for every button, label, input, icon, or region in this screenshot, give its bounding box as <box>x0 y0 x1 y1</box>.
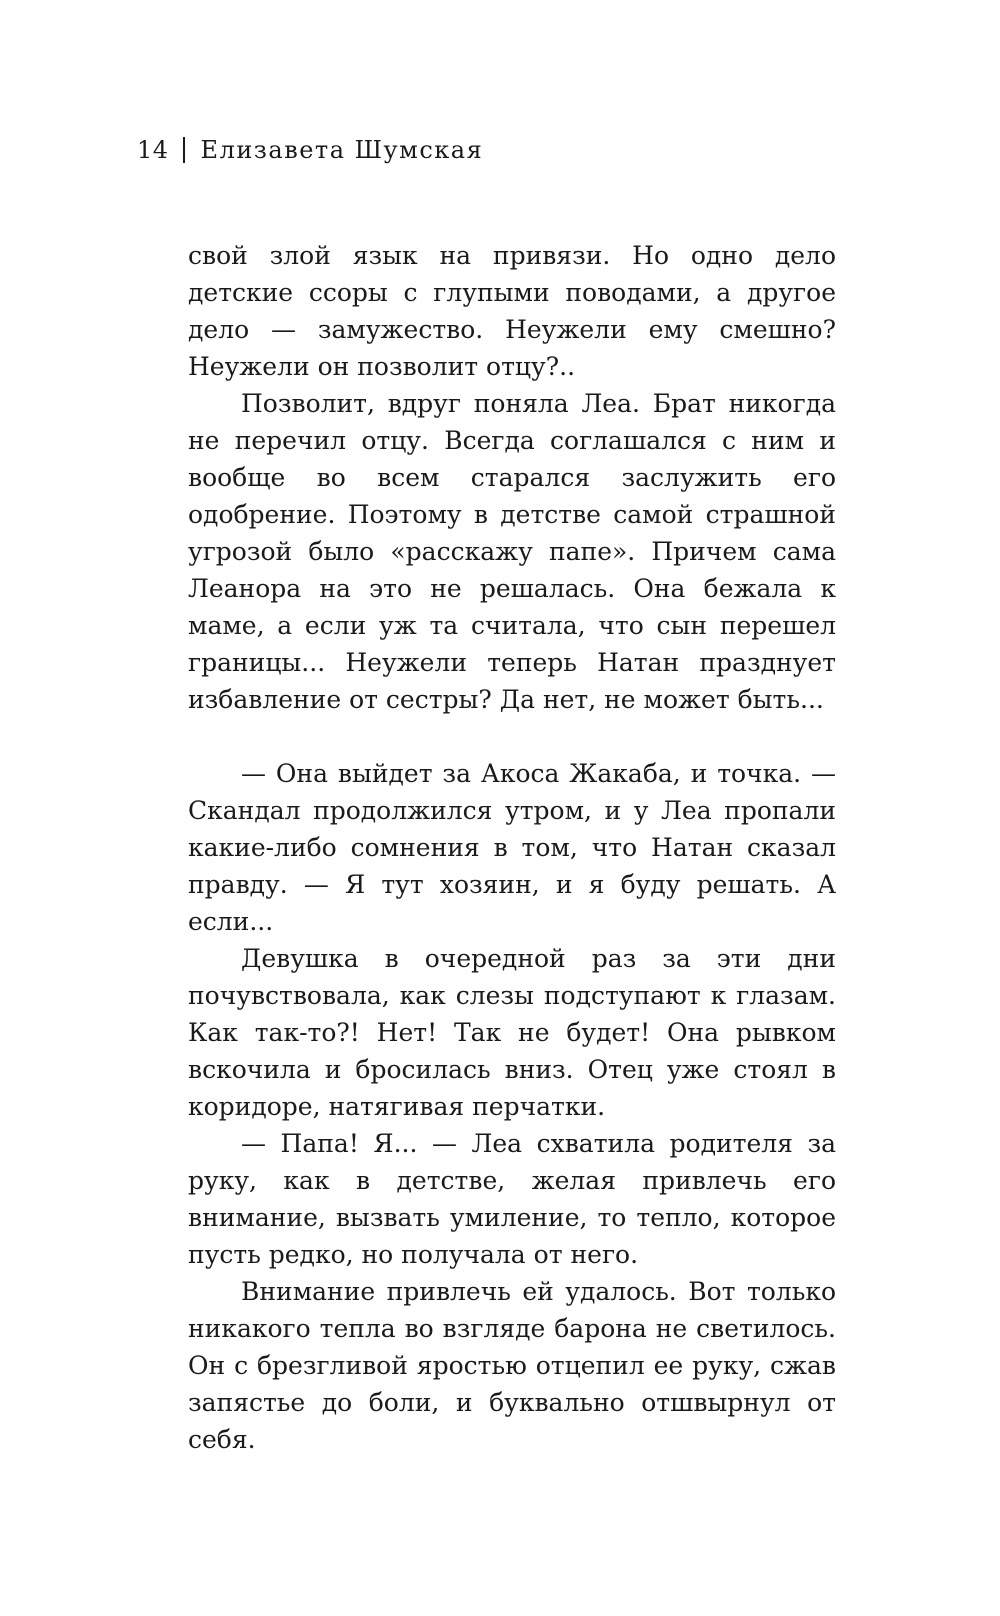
paragraph: Внимание привлечь ей удалось. Вот только никакого тепла во взгляде барона не светилось. Он с брезгливой яростью отцепил ее руку, сжав запястье до боли, и буквально отшвырнул от себя. <box>188 1277 836 1454</box>
header-divider <box>183 137 185 163</box>
body-text <box>188 237 836 1458</box>
paragraph-dialogue: — Она выйдет за Акоса Жакаба, и точка. — Скандал продолжился утром, и у Леа пропали какие-либо сомнения в том, что Натан сказал правду. — Я тут хозяин, и я буду решать. А если... <box>188 759 836 936</box>
page-number: 14 <box>137 136 169 164</box>
paragraph: Девушка в очередной раз за эти дни почувствовала, как слезы подступают к глазам. Как так-то?! Нет! Так не будет! Она рывком вскочила и бросилась вниз. Отец уже стоял в коридоре, натягивая перчатки. <box>188 944 836 1121</box>
author-name: Елизавета Шумская <box>200 136 484 164</box>
paragraph-continuation: свой злой язык на привязи. Но одно дело детские ссоры с глупыми поводами, а другое дело — замужество. Неужели ему смешно? Неужели он позволит отцу?.. <box>188 241 836 381</box>
paragraph-dialogue: — Папа! Я... — Леа схватила родителя за руку, как в детстве, желая привлечь его внимание, вызвать умиление, то тепло, которое пусть редко, но получала от него. <box>188 1129 836 1269</box>
running-header <box>137 130 483 170</box>
paragraph: Позволит, вдруг поняла Леа. Брат никогда не перечил отцу. Всегда соглашался с ним и вообще во всем старался заслужить его одобрение. Поэтому в детстве самой страшной угрозой было «расскажу папе». Причем сама Леанора на это не решалась. Она бежала к маме, а если уж та считала, что сын перешел границы... Неужели теперь Натан празднует избавление от сестры? Да нет, не может быть... <box>188 389 836 714</box>
